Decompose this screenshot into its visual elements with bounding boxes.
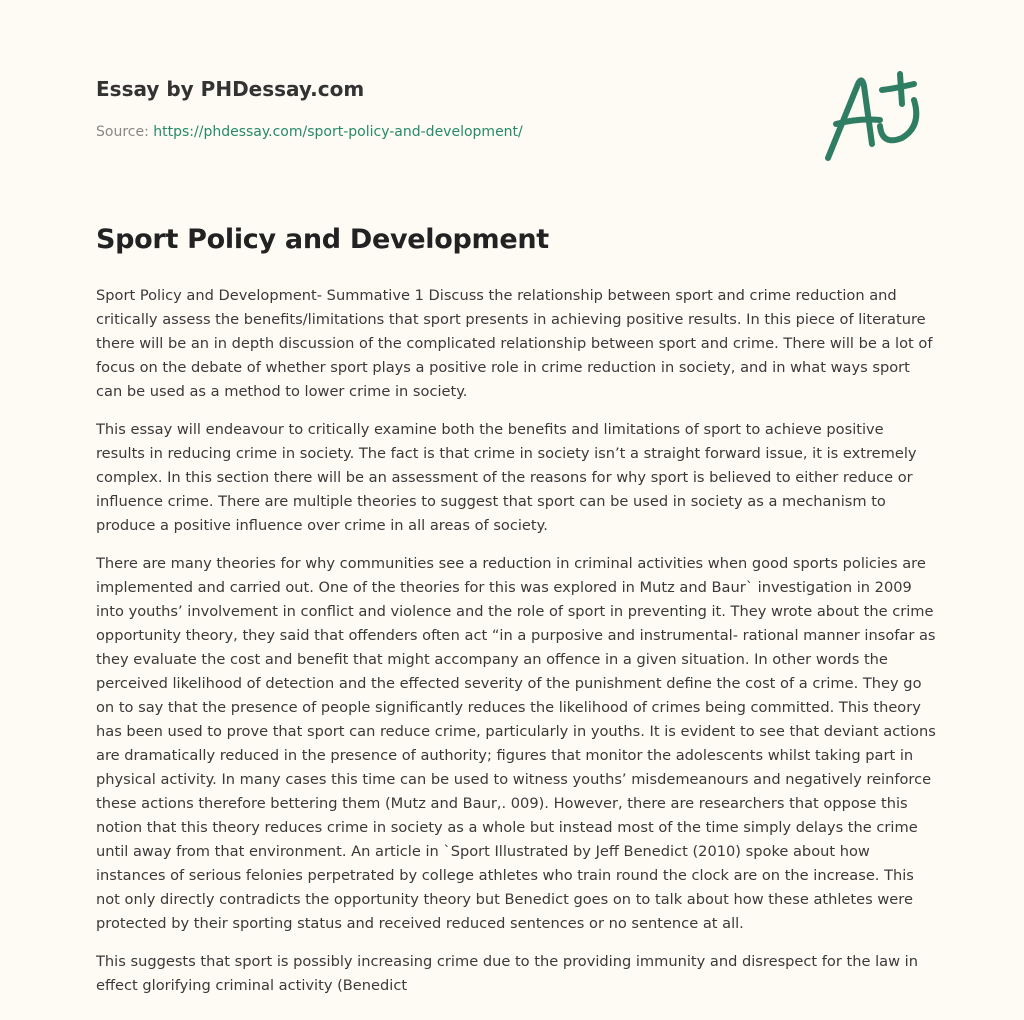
site-title: Essay by PHDessay.com <box>96 77 365 101</box>
source-label: Source: <box>96 124 149 140</box>
essay-body <box>96 284 936 1012</box>
a-plus-logo-icon <box>818 62 938 172</box>
essay-paragraph: This suggests that sport is possibly increasing crime due to the providing immunity and disrespect for the law in effect glorifying criminal activity (Benedict <box>96 953 918 994</box>
source-link[interactable]: https://phdessay.com/sport-policy-and-development/ <box>153 124 523 140</box>
essay-title: Sport Policy and Development <box>96 224 549 255</box>
essay-paragraph: Sport Policy and Development- Summative 1 Discuss the relationship between sport and crime reduction and critically assess the benefits/limitations that sport presents in achieving positive results. In this piece of literature there will be an in depth discussion of the complicated relationship between sport and crime. There will be a lot of focus on the debate of whether sport plays a positive role in crime reduction in society, and in what ways sport can be used as a method to lower crime in society. <box>96 287 933 400</box>
essay-paragraph: This essay will endeavour to critically examine both the benefits and limitations of sport to achieve positive results in reducing crime in society. The fact is that crime in society isn’t a straight forward issue, it is extremely complex. In this section there will be an assessment of the reasons for why sport is believed to either reduce or influence crime. There are multiple theories to suggest that sport can be used in society as a mechanism to produce a positive influence over crime in all areas of society. <box>96 421 917 534</box>
essay-paragraph: There are many theories for why communities see a reduction in criminal activities when good sports policies are implemented and carried out. One of the theories for this was explored in Mutz and Baur` investigation in 2009 into youths’ involvement in conflict and violence and the role of sport in preventing it. They wrote about the crime opportunity theory, they said that offenders often act “in a purposive and instrumental- rational manner insofar as they evaluate the cost and benefit that might accompany an offence in a given situation. In other words the perceived likelihood of detection and the effected severity of the punishment define the cost of a crime. They go on to say that the presence of people significantly reduces the likelihood of crimes being committed. This theory has been used to prove that sport can reduce crime, particularly in youths. It is evident to see that deviant actions are dramatically reduced in the presence of authority; figures that monitor the adolescents whilst taking part in physical activity. In many cases this time can be used to witness youths’ misdemeanours and negatively reinforce these actions therefore bettering them (Mutz and Baur,. 009). However, there are researchers that oppose this notion that this theory reduces crime in society as a whole but instead most of the time simply delays the crime until away from that environment. An article in `Sport Illustrated by Jeff Benedict (2010) spoke about how instances of serious felonies perpetrated by college athletes who train round the clock are on the increase. This not only directly contradicts the opportunity theory but Benedict goes on to talk about how these athletes were protected by their sporting status and received reduced sentences or no sentence at all. <box>96 555 936 932</box>
source-line <box>96 124 523 140</box>
